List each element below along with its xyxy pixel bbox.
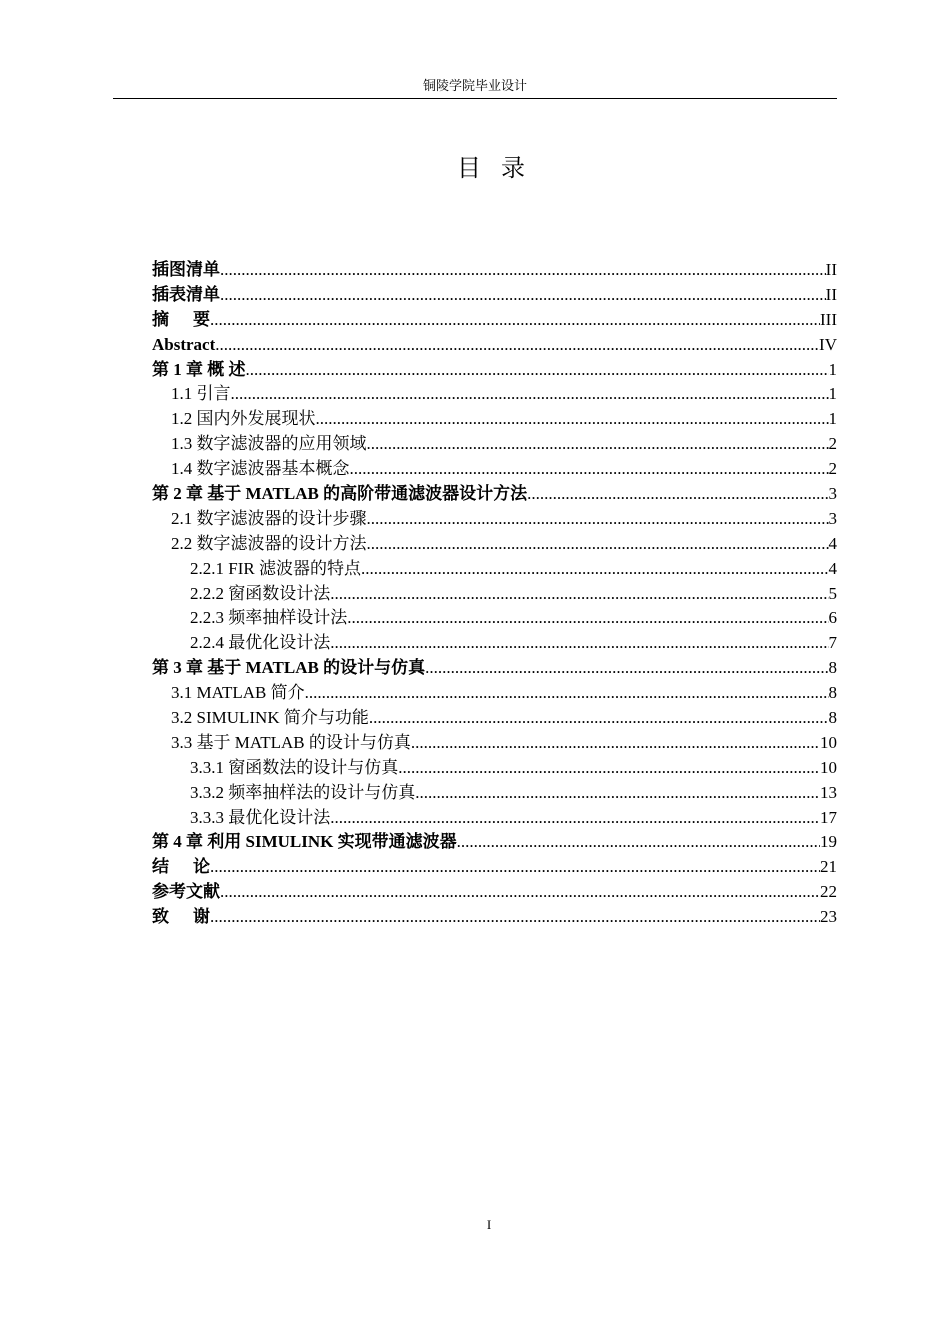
toc-dot-leader [457, 830, 820, 855]
toc-entry[interactable] [152, 905, 837, 930]
toc-entry-title: 第 4 章 利用 SIMULINK 实现带通滤波器 [152, 832, 457, 852]
toc-entry-title: 2.1 数字滤波器的设计步骤 [171, 508, 367, 528]
toc-entry-title: 3.3.3 最优化设计法 [190, 807, 331, 827]
toc-entry[interactable] [152, 681, 837, 706]
toc-entry-page: III [820, 309, 837, 329]
toc-entry[interactable] [152, 656, 837, 681]
toc-entry[interactable] [152, 358, 837, 383]
toc-entry[interactable] [152, 706, 837, 731]
toc-dot-leader [527, 482, 828, 507]
toc-entry-page: 4 [828, 533, 837, 553]
toc-dot-leader [246, 358, 829, 383]
toc-entry[interactable] [152, 333, 837, 358]
toc-entry-page: 1 [828, 384, 837, 404]
toc-entry-page: 8 [828, 683, 837, 703]
toc-entry[interactable] [152, 283, 837, 308]
toc-entry[interactable] [152, 880, 837, 905]
toc-entry[interactable] [152, 457, 837, 482]
toc-dot-leader [367, 432, 829, 457]
toc-entry-title: 结论 [152, 857, 234, 877]
toc-entry-title: 3.1 MATLAB 简介 [171, 683, 305, 703]
toc-entry-title: 1.3 数字滤波器的应用领域 [171, 434, 367, 454]
toc-entry-page: 5 [828, 583, 837, 603]
toc-dot-leader [330, 806, 820, 831]
toc-dot-leader [415, 781, 820, 806]
toc-dot-leader [369, 706, 829, 731]
toc-entry-page: 8 [828, 658, 837, 678]
toc-entry[interactable] [152, 830, 837, 855]
toc-entry-title: 3.2 SIMULINK 简介与功能 [171, 708, 369, 728]
toc-dot-leader [220, 258, 826, 283]
toc-entry-page: 3 [828, 508, 837, 528]
toc-entry-page: 2 [828, 434, 837, 454]
toc-dot-leader [220, 283, 826, 308]
page-header [113, 78, 837, 99]
toc-dot-leader [367, 507, 829, 532]
toc-entry-title: 2.2.2 窗函数设计法 [190, 583, 331, 603]
toc-dot-leader [210, 308, 820, 333]
toc-dot-leader [330, 582, 828, 607]
toc-entry-title: 2.2.3 频率抽样设计法 [190, 608, 348, 628]
toc-dot-leader [347, 606, 828, 631]
toc-entry[interactable] [152, 532, 837, 557]
toc-dot-leader [305, 681, 829, 706]
toc-entry[interactable] [152, 407, 837, 432]
toc-entry[interactable] [152, 731, 837, 756]
toc-entry-title: 1.4 数字滤波器基本概念 [171, 459, 350, 479]
toc-entry-page: 2 [828, 459, 837, 479]
toc-dot-leader [316, 407, 829, 432]
toc-entry[interactable] [152, 606, 837, 631]
toc-entry-page: 13 [820, 782, 837, 802]
toc-entry[interactable] [152, 756, 837, 781]
toc-dot-leader [220, 880, 820, 905]
toc-entry-page: 19 [820, 832, 837, 852]
toc-entry-page: 1 [828, 359, 837, 379]
toc-entry-page: 7 [828, 633, 837, 653]
toc-entry-page: 6 [828, 608, 837, 628]
toc-entry-title: 1.2 国内外发展现状 [171, 409, 316, 429]
toc-entry-title: 第 1 章 概 述 [152, 359, 246, 379]
toc-entry-page: II [825, 260, 837, 279]
toc-dot-leader [231, 382, 829, 407]
toc-entry[interactable] [152, 781, 837, 806]
toc-entry-title: 3.3 基于 MATLAB 的设计与仿真 [171, 732, 411, 752]
toc-entry[interactable] [152, 557, 837, 582]
toc-entry-page: 3 [828, 484, 837, 504]
toc-entry-title: 插表清单 [152, 284, 220, 304]
toc-entry-title: 第 2 章 基于 MATLAB 的高阶带通滤波器设计方法 [152, 484, 528, 504]
toc-entry-page: 21 [820, 857, 837, 877]
toc-dot-leader [425, 656, 828, 681]
toc-dot-leader [350, 457, 829, 482]
toc-entry-page: 23 [820, 907, 837, 927]
toc-entry-page: 10 [820, 732, 837, 752]
toc-entry-title: 插图清单 [152, 260, 220, 279]
toc-entry-title: 1.1 引言 [171, 384, 231, 404]
toc-entry[interactable] [152, 432, 837, 457]
header-school-name: 铜陵学院毕业设计 [422, 78, 527, 93]
toc-entry-page: II [825, 284, 837, 304]
toc-entry-title: 2.2 数字滤波器的设计方法 [171, 533, 367, 553]
toc-entry-title: 3.3.1 窗函数法的设计与仿真 [190, 757, 399, 777]
toc-dot-leader [210, 855, 820, 880]
toc-entry-title: 参考文献 [152, 882, 220, 902]
toc-entry[interactable] [152, 855, 837, 880]
toc-entry-title: 2.2.4 最优化设计法 [190, 633, 331, 653]
toc-entry[interactable] [152, 631, 837, 656]
toc-entry[interactable] [152, 582, 837, 607]
toc-entry-title: Abstract [152, 334, 216, 354]
toc-entry[interactable] [152, 806, 837, 831]
toc-entry-title: 2.2.1 FIR 滤波器的特点 [190, 558, 361, 578]
toc-entry-title: 3.3.2 频率抽样法的设计与仿真 [190, 782, 416, 802]
toc-entry-title: 摘要 [152, 309, 234, 329]
page-footer [0, 1217, 950, 1233]
toc-entry-page: 22 [820, 882, 837, 902]
toc-dot-leader [367, 532, 829, 557]
toc-entry[interactable] [152, 482, 837, 507]
toc-entry-page: 17 [820, 807, 837, 827]
toc-entry-page: 8 [828, 708, 837, 728]
toc-entry[interactable] [152, 507, 837, 532]
footer-page-number: I [486, 1217, 492, 1232]
toc-entry-title: 第 3 章 基于 MATLAB 的设计与仿真 [152, 658, 426, 678]
toc-dot-leader [398, 756, 820, 781]
toc-entry[interactable] [152, 308, 837, 333]
toc-dot-leader [411, 731, 820, 756]
toc-entry[interactable] [152, 382, 837, 407]
toc-dot-leader [210, 905, 820, 930]
toc-entry-page: 1 [828, 409, 837, 429]
page-title: 目录 [457, 156, 545, 182]
toc-entry[interactable] [152, 258, 837, 283]
toc-dot-leader [215, 333, 819, 358]
table-of-contents [152, 258, 837, 930]
toc-entry-title: 致谢 [152, 907, 234, 927]
toc-entry-page: 10 [820, 757, 837, 777]
toc-entry-page: 4 [828, 558, 837, 578]
toc-entry-page: IV [819, 334, 837, 354]
toc-dot-leader [361, 557, 829, 582]
toc-dot-leader [330, 631, 828, 656]
